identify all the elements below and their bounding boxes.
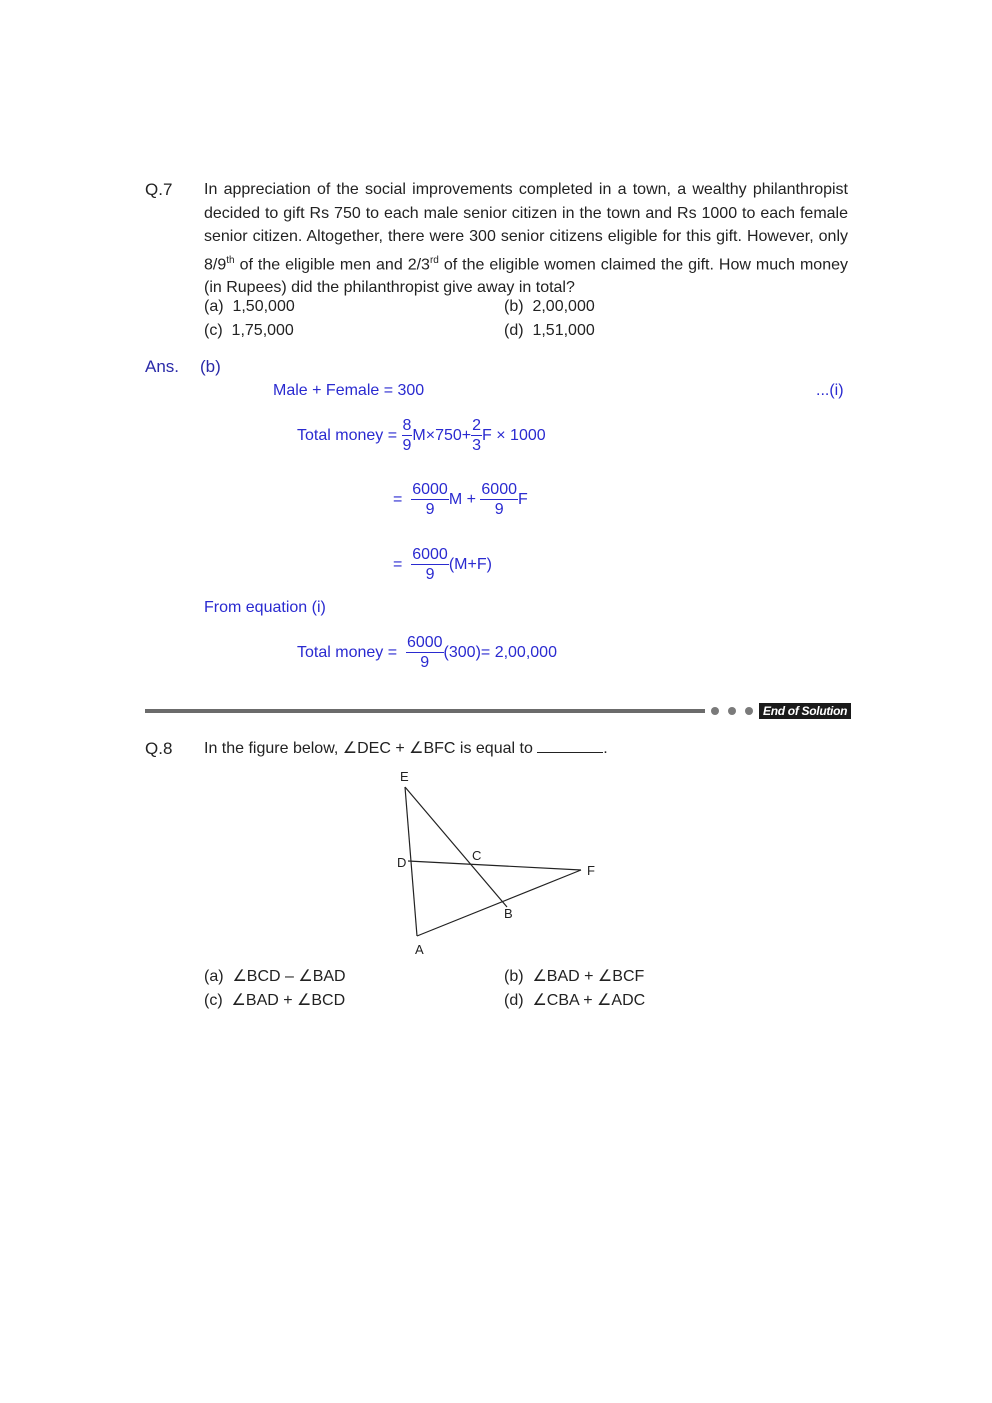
separator-dot-3 (745, 707, 753, 715)
fraction-2-3: $\frac{2}{3}$ (472, 417, 482, 455)
label-B: B (504, 906, 513, 921)
question-7-text: In appreciation of the social improvements completed in a town, a wealthy philanthropist decided to gift Rs 750 to each male senior citizen in the town and Rs 1000 to each female senior citizen. Altogether, there were 300 senior citizens eligible for this gift. However, only 8/9th of the eligible men and 2/3rd of the eligible women claimed the gift. How much money (in Rupees) did the philanthropist give away in total? (204, 181, 849, 297)
q8-option-c[interactable]: (c) ∠BAD + ∠BCD (204, 992, 346, 1009)
separator-dot-1 (711, 707, 719, 715)
label-C: C (472, 848, 482, 863)
q7-option-d[interactable]: (d) 1,51,000 (504, 322, 595, 339)
q8-option-d[interactable]: (d) ∠CBA + ∠ADC (504, 992, 646, 1009)
equation-5: Total money = $\frac{6000}{9}$ (300)= 2,00,000 (297, 634, 557, 672)
answer-label: Ans. (145, 357, 180, 376)
equation-4: = $\frac{6000}{9}$ (M+F) (393, 546, 492, 584)
answer-blank (537, 738, 603, 753)
from-equation-text: From equation (i) (204, 599, 326, 616)
line-AF (417, 870, 581, 936)
q7-option-b[interactable]: (b) 2,00,000 (504, 298, 595, 315)
question-8-text: In the figure below, ∠DEC + ∠BFC is equal to . (204, 740, 608, 757)
fraction-6000-9-a: $\frac{6000}{9}$ (412, 481, 448, 519)
equation-1: Male + Female = 300 (273, 382, 425, 399)
label-F: F (587, 863, 595, 878)
label-E: E (400, 769, 409, 784)
fraction-6000-9-b: $\frac{6000}{9}$ (481, 481, 517, 519)
separator-dot-2 (728, 707, 736, 715)
equation-1-ref: ...(i) (816, 382, 844, 399)
q7-option-c[interactable]: (c) 1,75,000 (204, 322, 294, 339)
equation-2: Total money = $\frac{8}{9}$ M×750+ $\frac{2}{3}$ F × 1000 (297, 417, 546, 455)
q8-option-b[interactable]: (b) ∠BAD + ∠BCF (504, 968, 645, 985)
line-EB (405, 787, 507, 907)
label-A: A (415, 942, 424, 957)
q7-option-a[interactable]: (a) 1,50,000 (204, 298, 295, 315)
line-DF (408, 861, 581, 870)
total-money-label: Total money = (297, 426, 398, 444)
fraction-6000-9-d: $\frac{6000}{9}$ (406, 634, 443, 672)
answer-choice: (b) (200, 357, 221, 376)
separator-line (145, 709, 705, 713)
end-of-solution-badge: End of Solution (759, 703, 851, 719)
q8-option-a[interactable]: (a) ∠BCD – ∠BAD (204, 968, 346, 985)
question-7-number: Q.7 (145, 180, 173, 199)
question-8-number: Q.8 (145, 739, 173, 758)
label-D: D (397, 855, 407, 870)
geometry-figure (380, 764, 610, 964)
equation-3: = $\frac{6000}{9}$ M + $\frac{6000}{9}$ F (393, 481, 528, 519)
fraction-8-9: $\frac{8}{9}$ (402, 417, 412, 455)
fraction-6000-9-c: $\frac{6000}{9}$ (412, 546, 448, 584)
